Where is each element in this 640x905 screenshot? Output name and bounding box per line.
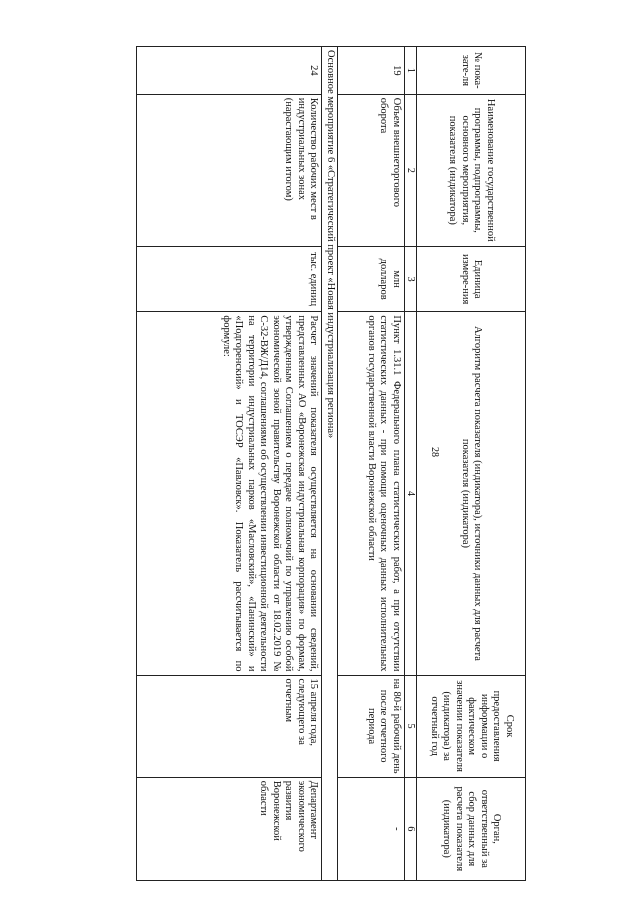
column-number-row [405,47,417,881]
indicator-deadline: 15 апреля года, следующего за отчетным [137,675,322,777]
indicator-name: Количество рабочих мест в индустриальных зонах (нарастающим итогом) [137,94,322,246]
header-indicator-name: Наименование государственной программы, подпрограммы, основного мероприятия, показателя (индикатора) [417,94,526,246]
section-row [322,47,338,881]
table-header-row [417,47,526,881]
header-deadline: Срок предоставления информации о фактическом значении показателя (индикатора) за отчетный год [417,675,526,777]
indicator-responsible: Департамент экономического развития Воронежской области [137,777,322,880]
column-number: 2 [405,94,417,246]
rotated-table-sheet [110,46,526,881]
indicator-unit: млн долларов [338,246,405,312]
indicator-responsible: - [338,777,405,880]
column-number: 1 [405,47,417,95]
table-row [137,47,322,881]
column-number: 3 [405,246,417,312]
header-algorithm: Алгоритм расчета показателя (индикатора), источники данных для расчета показателя (индикатора) [417,312,526,675]
page-number: 28 [429,447,440,457]
indicator-algorithm: Расчет значений показателя осуществляется на основании сведений, представленных АО «Воронежская индустриальная корпорация» по формам, утвержденным Соглашением о передаче полномочий по управлению особой экономической зоной правительству Воронежской области от 18.02.2019 № С-32-ВЖ/Д14, соглашениями об осуществлении инвестиционной деятельности на территории индустриальных парков «Масловский», «Панинский» и «Подгоренский» и ТОСЭР «Павловск». Показатель рассчитывается по формуле: [137,312,322,675]
indicator-number: 24 [137,47,322,95]
indicator-algorithm: Пункт 1.31.1 Федерального плана статистических работ, а при отсутствии статистических данных - при помощи оценочных данных исполнительных органов государственной власти Воронежской области [338,312,405,675]
table-row [338,47,405,881]
section-title: Основное мероприятие 6 «Стратегический проект «Новая индустриализация региона» [322,47,338,881]
indicator-deadline: на 80-й рабочий день после отчетного периода [338,675,405,777]
header-responsible: Орган, ответственный за сбор данных для расчета показателя (индикатора) [417,777,526,880]
indicators-table [137,46,527,881]
indicator-name: Объем внешнеторгового оборота [338,94,405,246]
column-number: 6 [405,777,417,880]
column-number: 5 [405,675,417,777]
indicator-unit: тыс. единиц [137,246,322,312]
header-unit: Единица измере-ния [417,246,526,312]
column-number: 4 [405,312,417,675]
header-indicator-number: № пока-зате-ля [417,47,526,95]
indicator-number: 19 [338,47,405,95]
